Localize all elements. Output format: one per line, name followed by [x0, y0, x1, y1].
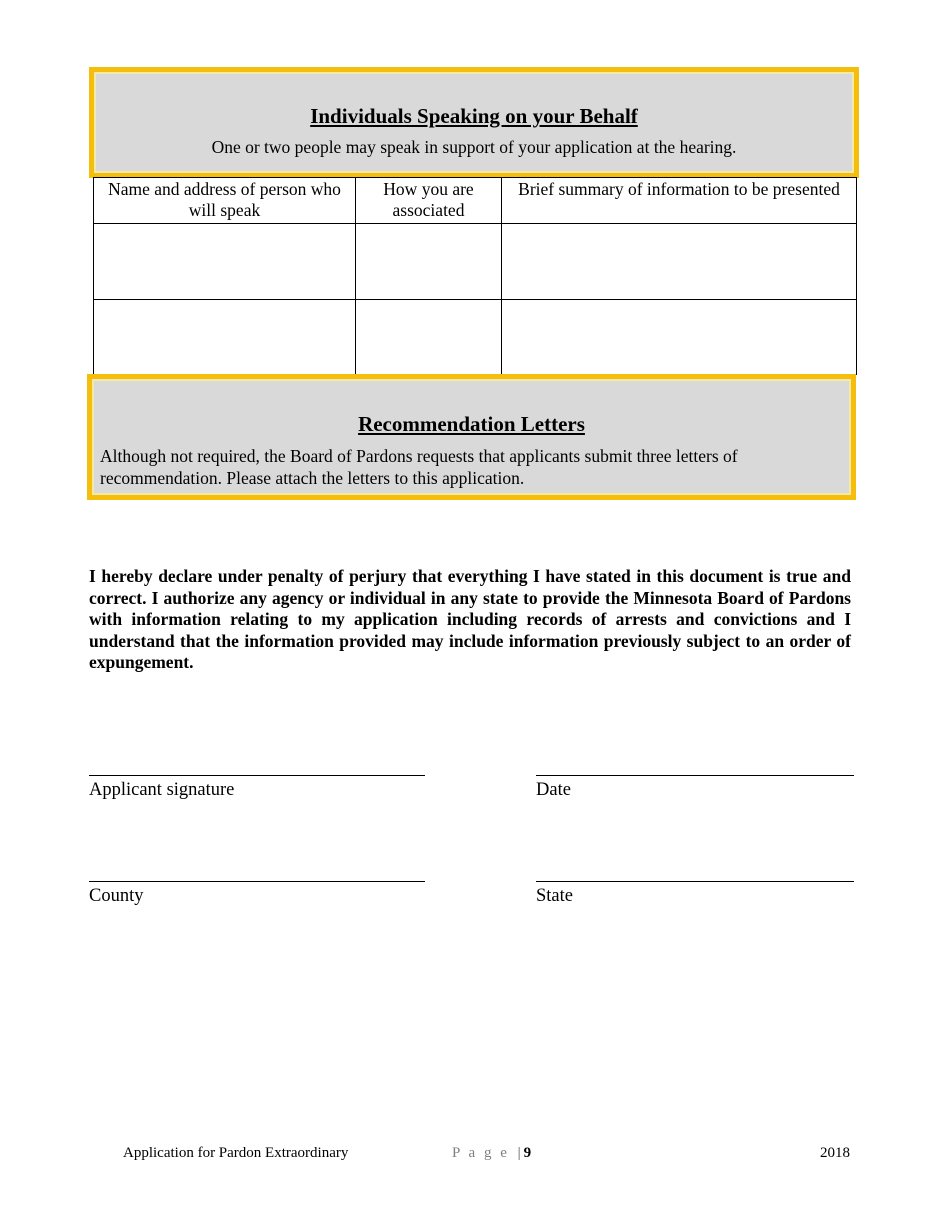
speaker-1-name-cell[interactable]: [94, 224, 356, 300]
header-name-address: Name and address of person who will speak: [94, 178, 356, 224]
footer-page-number: 9: [523, 1145, 532, 1161]
header-association: How you are associated: [356, 178, 502, 224]
county-line[interactable]: [89, 881, 425, 882]
header-summary: Brief summary of information to be presented: [502, 178, 857, 224]
speaker-2-name-cell[interactable]: [94, 300, 356, 376]
speakers-section-subtitle: One or two people may speak in support of your application at the hearing.: [211, 137, 737, 157]
speaker-1-summary-cell[interactable]: [502, 224, 857, 300]
table-header-row: [94, 178, 857, 224]
date-label: Date: [536, 780, 571, 800]
footer-page-indicator: [452, 1145, 531, 1162]
state-label: State: [536, 886, 573, 906]
applicant-signature-line[interactable]: [89, 775, 425, 776]
footer-page-word: P a g e: [452, 1145, 510, 1161]
footer-document-title: Application for Pardon Extraordinary: [123, 1145, 349, 1161]
speakers-section-title: Individuals Speaking on your Behalf: [310, 104, 638, 128]
footer-page-separator: |: [517, 1145, 521, 1161]
table-row: [94, 300, 857, 376]
applicant-signature-label: Applicant signature: [89, 780, 235, 800]
state-line[interactable]: [536, 881, 854, 882]
table-row: [94, 224, 857, 300]
recommendation-section-body: Although not required, the Board of Pardons requests that applicants submit three letters of recommendation. Please attach the letters to this application.: [100, 446, 738, 488]
perjury-declaration: I hereby declare under penalty of perjury that everything I have stated in this document is true and correct. I authorize any agency or individual in any state to provide the Minnesota Board of Pardons with information relating to my application including records of arrests and convictions and I understand that the information provided may include information previously subject to an order of expungement.: [89, 566, 851, 672]
speaker-1-association-cell[interactable]: [356, 224, 502, 300]
footer-year: 2018: [820, 1145, 850, 1161]
recommendation-section: [87, 374, 856, 500]
speaker-2-summary-cell[interactable]: [502, 300, 857, 376]
speaker-2-association-cell[interactable]: [356, 300, 502, 376]
date-line[interactable]: [536, 775, 854, 776]
speakers-table: [93, 177, 857, 375]
recommendation-section-title: Recommendation Letters: [358, 412, 585, 436]
speakers-section-header: [89, 67, 859, 178]
county-label: County: [89, 886, 144, 906]
